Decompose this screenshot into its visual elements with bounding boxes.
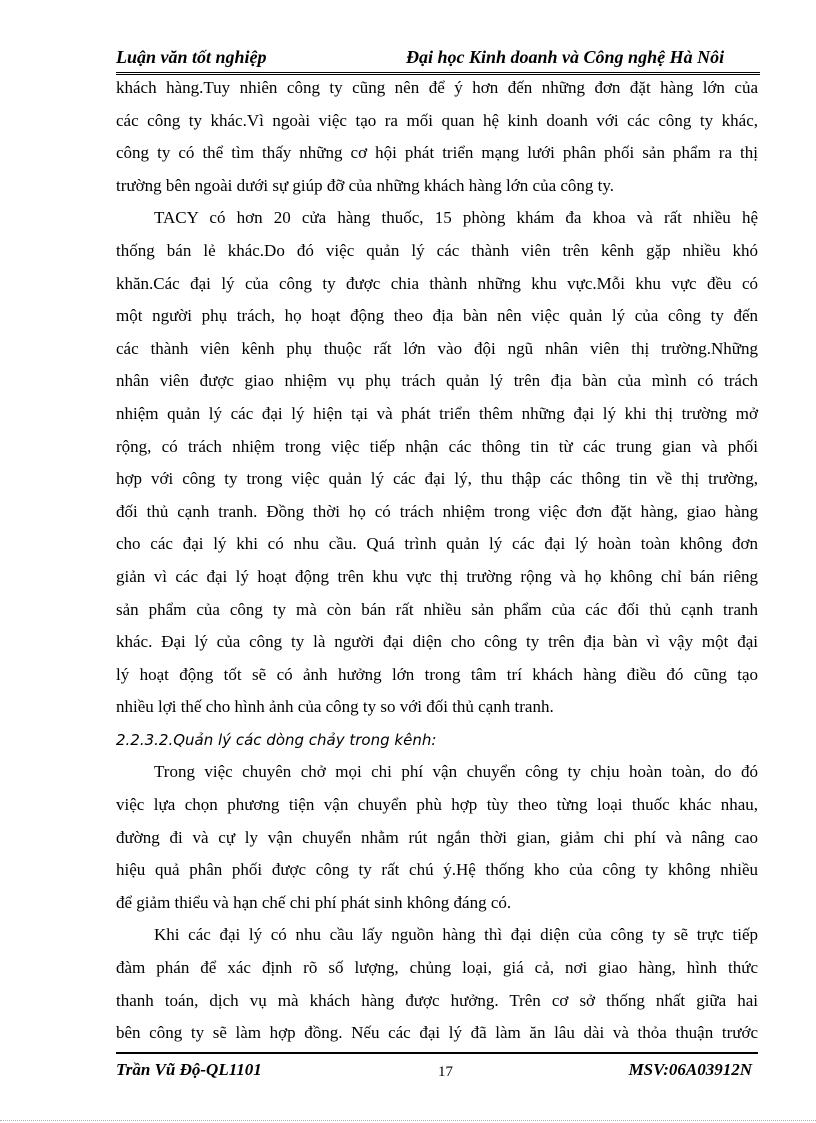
body-line: trường bên ngoài dưới sự giúp đỡ của những khách hàng lớn của công ty. bbox=[116, 175, 615, 195]
body-line: hợp với công ty trong việc quản lý các đại lý, thu thập các thông tin về thị trường, bbox=[116, 469, 758, 489]
header-thesis-label: Luận văn tốt nghiệp bbox=[116, 47, 267, 67]
body-line: khác. Đại lý của công ty là người đại diện cho công ty trên địa bàn vì vậy một đại bbox=[116, 632, 758, 652]
body-line: các công ty khác.Vì ngoài việc tạo ra mối quan hệ kinh doanh với các công ty khác, bbox=[116, 110, 758, 130]
body-line: đường đi và cự ly vận chuyển nhằm rút ngắn thời gian, giảm chi phí và nâng cao bbox=[116, 827, 758, 847]
body-line: thống bán lẻ khác.Do đó việc quản lý các thành viên trên kênh gặp nhiều khó bbox=[116, 240, 758, 260]
body-line: công ty có thể tìm thấy những cơ hội phát triển mạng lưới phân phối sản phẩm ra thị bbox=[116, 143, 758, 163]
body-line: các thành viên kênh phụ thuộc rất lớn vào đội ngũ nhân viên thị trường.Những bbox=[116, 338, 758, 358]
body-line: cho các đại lý khi có nhu cầu. Quá trình quản lý các đại lý hoàn toàn không đơn bbox=[116, 534, 758, 554]
body-line: Khi các đại lý có nhu cầu lấy nguồn hàng thì đại diện của công ty sẽ trực tiếp bbox=[154, 925, 758, 945]
body-line: Trong việc chuyên chở mọi chi phí vận chuyển công ty chịu hoàn toàn, do đó bbox=[154, 762, 758, 782]
body-line: TACY có hơn 20 cửa hàng thuốc, 15 phòng khám đa khoa và rất nhiều hệ bbox=[154, 208, 758, 228]
body-line: lý hoạt động tốt sẽ có ảnh hưởng lớn trong tâm trí khách hàng điều đó cũng tạo bbox=[116, 664, 758, 684]
body-line: đối thủ cạnh tranh. Đồng thời họ có trách nhiệm trong việc đơn đặt hàng, giao hàng bbox=[116, 501, 758, 521]
page-header bbox=[116, 46, 760, 75]
body-line: nhân viên được giao nhiệm vụ phụ trách quản lý trên địa bàn của mình có trách bbox=[116, 371, 758, 391]
body-line: để giảm thiểu và hạn chế chi phí phát sinh không đáng có. bbox=[116, 892, 512, 912]
page-number: 17 bbox=[438, 1064, 453, 1080]
body-line: nhiều lợi thế cho hình ảnh của công ty so với đối thủ cạnh tranh. bbox=[116, 697, 554, 717]
body-line: bên công ty sẽ làm hợp đồng. Nếu các đại lý đã làm ăn lâu dài và thỏa thuận trước bbox=[116, 1023, 758, 1043]
body-line: sản phẩm của công ty mà còn bán rất nhiều sản phẩm của các đối thủ cạnh tranh bbox=[116, 599, 758, 619]
body-line: khăn.Các đại lý của công ty được chia thành những khu vực.Mỗi khu vực đều có bbox=[116, 273, 758, 293]
body-line: một người phụ trách, họ hoạt động theo địa bàn nên việc quản lý của công ty đến bbox=[116, 306, 758, 326]
page-bottom-divider bbox=[0, 1120, 816, 1121]
body-line: rộng, có trách nhiệm trong việc tiếp nhận các thông tin từ các trung gian và phối bbox=[116, 436, 758, 456]
footer-student-id: MSV:06A03912N bbox=[628, 1060, 752, 1079]
body-line: nhiệm quản lý các đại lý hiện tại và phát triển thêm những đại lý khi thị trường mở bbox=[116, 403, 758, 423]
body-line: việc lựa chọn phương tiện vận chuyển phù hợp tùy theo từng loại thuốc khác nhau, bbox=[116, 795, 758, 815]
page-footer bbox=[116, 1052, 758, 1084]
header-university-name: Đại học Kinh doanh và Công nghệ Hà Nôi bbox=[406, 47, 725, 67]
document-body bbox=[116, 72, 758, 1050]
footer-author: Trần Vũ Độ-QL1101 bbox=[116, 1060, 262, 1079]
section-heading: 2.2.3.2.Quản lý các dòng chảy trong kênh: bbox=[116, 730, 437, 749]
body-line: khách hàng.Tuy nhiên công ty cũng nên để ý hơn đến những đơn đặt hàng lớn của bbox=[116, 78, 758, 97]
body-line: thanh toán, dịch vụ mà khách hàng được hưởng. Trên cơ sở thống nhất giữa hai bbox=[116, 990, 758, 1010]
body-line: hiệu quả phân phối được công ty rất chú ý.Hệ thống kho của công ty không nhiều bbox=[116, 860, 758, 880]
body-line: giản vì các đại lý hoạt động trên khu vực thị trường rộng và họ không chỉ bán riêng bbox=[116, 566, 758, 586]
body-line: đàm phán để xác định rõ số lượng, chủng loại, giá cả, nơi giao hàng, hình thức bbox=[116, 958, 758, 978]
